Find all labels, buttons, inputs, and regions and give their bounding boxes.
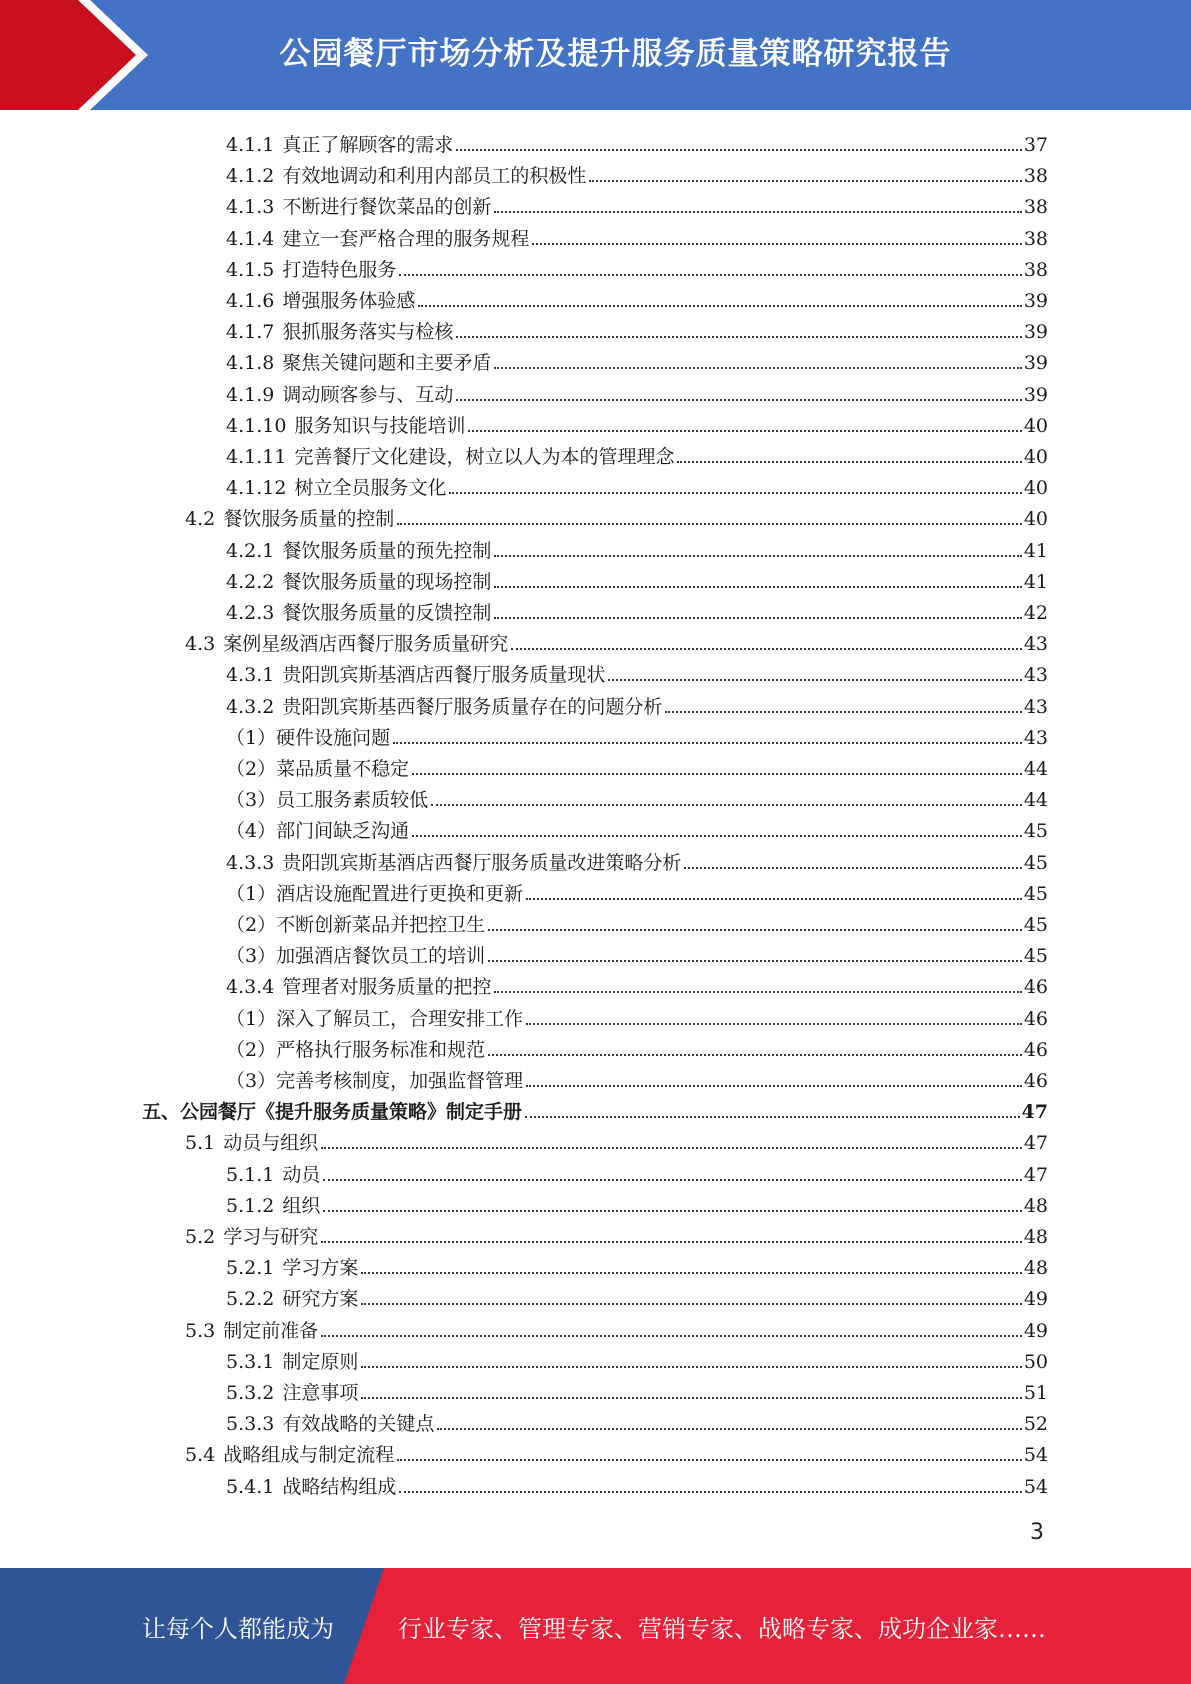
toc-entry-title: （3）加强酒店餐饮员工的培训 [226, 945, 486, 968]
toc-entry-number: 4.1.5 [226, 258, 275, 281]
toc-entry-number: 5.1.1 [226, 1163, 275, 1186]
page-header [0, 0, 1191, 110]
toc-entry-number: 5.3.2 [226, 1382, 275, 1404]
toc-dot-leader [397, 522, 1022, 525]
toc-entry-title: 制定前准备 [223, 1319, 319, 1342]
toc-entry[interactable] [226, 1030, 1048, 1061]
toc-dot-leader [589, 179, 1021, 182]
toc-entry-number: 4.1.11 [226, 446, 287, 468]
toc-entry-title: 聚焦关键问题和主要矛盾 [282, 352, 492, 375]
toc-entry-page: 39 [1023, 290, 1048, 312]
toc-dot-leader [608, 678, 1021, 681]
toc-entry[interactable] [226, 156, 1048, 187]
toc-entry-title: 贵阳凯宾斯基酒店西餐厅服务质量改进策略分析 [282, 851, 682, 874]
toc-entry-page: 44 [1023, 789, 1048, 812]
page-number: 3 [1030, 1520, 1044, 1545]
toc-entry-page: 38 [1023, 196, 1048, 219]
toc-entry-title: （1）硬件设施问题 [226, 726, 391, 749]
toc-entry-title: 不断进行餐饮菜品的创新 [282, 196, 492, 219]
toc-entry-title: 组织 [282, 1194, 321, 1217]
toc-entry-number: 4.3.3 [226, 851, 275, 874]
toc-entry[interactable] [226, 1467, 1048, 1498]
toc-entry-title: （4）部门间缺乏沟通 [226, 820, 410, 843]
toc-dot-leader [437, 1427, 1021, 1430]
toc-entry[interactable] [185, 1435, 1048, 1466]
toc-entry[interactable] [226, 718, 1048, 749]
toc-dot-leader [399, 1490, 1021, 1493]
toc-dot-leader [431, 803, 1022, 806]
toc-dot-leader [393, 741, 1022, 744]
toc-entry-page: 43 [1023, 633, 1048, 656]
toc-entry-page: 37 [1023, 134, 1048, 156]
toc-entry-page: 45 [1023, 914, 1048, 936]
toc-entry[interactable] [226, 562, 1048, 593]
toc-entry-number: 4.2 [185, 508, 216, 531]
toc-entry-page: 39 [1023, 352, 1048, 375]
toc-entry-title: 服务知识与技能培训 [294, 414, 466, 437]
toc-entry[interactable] [226, 1342, 1048, 1373]
toc-entry-title: 注意事项 [282, 1382, 359, 1404]
toc-entry-number: 4.2.1 [226, 539, 275, 562]
toc-dot-leader [418, 304, 1021, 307]
toc-entry-page: 54 [1023, 1475, 1048, 1498]
toc-entry-number: 5.3.3 [226, 1413, 275, 1436]
toc-entry-title: 餐饮服务质量的控制 [223, 508, 395, 531]
toc-entry-title: 制定原则 [282, 1350, 359, 1373]
toc-entry-title: （2）不断创新菜品并把控卫生 [226, 914, 486, 936]
toc-entry-number: 5.4 [185, 1444, 216, 1467]
toc-entry-title: （3）完善考核制度，加强监督管理 [226, 1070, 524, 1092]
report-title: 公园餐厅市场分析及提升服务质量策略研究报告 [279, 35, 952, 72]
toc-entry-number: 4.3.2 [226, 695, 275, 718]
toc-entry-number: 4.1.6 [226, 290, 275, 312]
toc-entry-page: 40 [1023, 477, 1048, 500]
toc-dot-leader [449, 491, 1021, 494]
toc-entry[interactable] [226, 1279, 1048, 1310]
toc-dot-leader [526, 1084, 1022, 1087]
toc-entry-page: 41 [1023, 570, 1048, 593]
toc-entry-page: 48 [1023, 1257, 1048, 1280]
toc-entry-title: 研究方案 [282, 1288, 359, 1311]
toc-entry-number: 5.1.2 [226, 1194, 275, 1217]
toc-entry-page: 43 [1023, 664, 1048, 687]
toc-entry[interactable] [226, 1155, 1048, 1186]
toc-dot-leader [532, 242, 1021, 245]
toc-entry-title: 调动顾客参与、互动 [282, 383, 454, 406]
toc-entry[interactable] [226, 1373, 1048, 1404]
toc-entry-page: 43 [1023, 726, 1048, 749]
toc-entry-title: 案例星级酒店西餐厅服务质量研究 [223, 633, 509, 656]
toc-entry-title: （2）严格执行服务标准和规范 [226, 1038, 486, 1061]
toc-entry-title: 打造特色服务 [282, 258, 397, 281]
toc-entry-number: 5.4.1 [226, 1475, 275, 1498]
toc-entry[interactable] [142, 1092, 1048, 1123]
toc-entry-page: 44 [1023, 758, 1048, 780]
toc-entry-page: 47 [1023, 1132, 1048, 1155]
toc-entry-title: （1）酒店设施配置进行更换和更新 [226, 882, 524, 905]
toc-dot-leader [526, 897, 1022, 900]
toc-entry-number: 4.1.1 [226, 134, 275, 156]
toc-entry-number: 5.2 [185, 1226, 216, 1248]
toc-entry-title: 狠抓服务落实与检核 [282, 321, 454, 344]
toc-dot-leader [321, 1146, 1022, 1149]
toc-dot-leader [361, 1271, 1021, 1274]
toc-entry-title: 贵阳凯宾斯基酒店西餐厅服务质量现状 [282, 664, 606, 687]
toc-entry-number: 4.2.2 [226, 570, 275, 593]
toc-entry-page: 38 [1023, 258, 1048, 281]
toc-dot-leader [399, 273, 1021, 276]
toc-dot-leader [684, 866, 1021, 869]
toc-dot-leader [323, 1209, 1021, 1212]
toc-entry[interactable] [226, 250, 1048, 281]
toc-dot-leader [361, 1302, 1021, 1305]
toc-entry-page: 47 [1021, 1101, 1048, 1124]
toc-entry[interactable] [226, 843, 1048, 874]
toc-dot-leader [494, 366, 1021, 369]
toc-entry-page: 50 [1023, 1350, 1048, 1373]
toc-entry[interactable] [185, 1123, 1048, 1154]
toc-entry-page: 38 [1023, 227, 1048, 250]
toc-entry-page: 40 [1023, 446, 1048, 468]
toc-entry-page: 40 [1023, 414, 1048, 437]
toc-entry-title: 有效战略的关键点 [282, 1413, 435, 1436]
toc-dot-leader [412, 772, 1022, 775]
toc-entry[interactable] [226, 312, 1048, 343]
toc-dot-leader [494, 616, 1021, 619]
toc-entry[interactable] [226, 1186, 1048, 1217]
toc-entry-title: （3）员工服务素质较低 [226, 789, 429, 812]
page-footer [0, 1568, 1191, 1684]
toc-entry-number: 4.2.3 [226, 602, 275, 624]
toc-entry[interactable] [226, 1061, 1048, 1092]
toc-dot-leader [456, 398, 1021, 401]
toc-entry-number: 4.3 [185, 633, 216, 656]
toc-dot-leader [456, 148, 1021, 151]
toc-dot-leader [494, 990, 1021, 993]
toc-dot-leader [494, 554, 1021, 557]
toc-entry-page: 45 [1023, 820, 1048, 843]
toc-entry-title: 餐饮服务质量的预先控制 [282, 539, 492, 562]
toc-dot-leader [468, 429, 1021, 432]
toc-entry[interactable] [226, 811, 1048, 842]
toc-entry-page: 40 [1023, 508, 1048, 531]
toc-entry-title: 有效地调动和利用内部员工的积极性 [282, 165, 587, 188]
toc-entry-title: 五、公园餐厅《提升服务质量策略》制定手册 [142, 1101, 523, 1124]
toc-dot-leader [412, 834, 1022, 837]
toc-entry[interactable] [226, 531, 1048, 562]
toc-entry[interactable] [226, 1404, 1048, 1435]
toc-entry-page: 54 [1023, 1444, 1048, 1467]
toc-entry[interactable] [226, 187, 1048, 218]
toc-entry[interactable] [226, 468, 1048, 499]
toc-dot-leader [323, 1178, 1021, 1181]
toc-entry[interactable] [226, 874, 1048, 905]
toc-entry-title: 餐饮服务质量的反馈控制 [282, 602, 492, 624]
toc-entry[interactable] [226, 905, 1048, 936]
toc-entry[interactable] [226, 936, 1048, 967]
toc-dot-leader [488, 928, 1022, 931]
toc-entry-page: 38 [1023, 165, 1048, 188]
footer-slogan-left: 让每个人都能成为 [142, 1614, 334, 1643]
toc-entry[interactable] [226, 967, 1048, 998]
toc-dot-leader [526, 1022, 1022, 1025]
toc-dot-leader [361, 1396, 1021, 1399]
toc-entry[interactable] [185, 499, 1048, 530]
toc-entry[interactable] [226, 125, 1048, 156]
toc-entry-title: （1）深入了解员工，合理安排工作 [226, 1007, 524, 1030]
toc-entry[interactable] [226, 1248, 1048, 1279]
toc-entry-title: 管理者对服务质量的把控 [282, 976, 492, 999]
toc-dot-leader [321, 1334, 1022, 1337]
toc-dot-leader [488, 959, 1022, 962]
footer-slogan-right: 行业专家、管理专家、营销专家、战略专家、成功企业家…… [398, 1614, 1046, 1643]
toc-entry[interactable] [226, 749, 1048, 780]
toc-entry-number: 4.1.9 [226, 383, 275, 406]
toc-entry-title: 学习方案 [282, 1257, 359, 1280]
toc-dot-leader [456, 335, 1021, 338]
toc-dot-leader [488, 1053, 1022, 1056]
toc-entry-page: 48 [1023, 1194, 1048, 1217]
toc-entry-title: 贵阳凯宾斯基西餐厅服务质量存在的问题分析 [282, 695, 663, 718]
toc-entry-page: 45 [1023, 882, 1048, 905]
toc-entry-number: 5.2.2 [226, 1288, 275, 1311]
toc-entry-number: 4.1.2 [226, 165, 275, 188]
toc-dot-leader [511, 647, 1022, 650]
toc-entry-title: 餐饮服务质量的现场控制 [282, 570, 492, 593]
toc-entry[interactable] [226, 655, 1048, 686]
toc-entry-title: 战略结构组成 [282, 1475, 397, 1498]
toc-entry-number: 4.3.1 [226, 664, 275, 687]
toc-entry-number: 5.2.1 [226, 1257, 275, 1280]
toc-entry-number: 4.1.10 [226, 414, 287, 437]
toc-entry-number: 4.1.7 [226, 321, 275, 344]
toc-entry[interactable] [226, 437, 1048, 468]
toc-entry[interactable] [226, 406, 1048, 437]
toc-entry-page: 46 [1023, 976, 1048, 999]
toc-entry-page: 52 [1023, 1413, 1048, 1436]
toc-entry-number: 4.1.12 [226, 477, 287, 500]
toc-entry-page: 49 [1023, 1288, 1048, 1311]
toc-entry-page: 46 [1023, 1038, 1048, 1061]
toc-entry[interactable] [185, 1311, 1048, 1342]
toc-entry-page: 43 [1023, 695, 1048, 718]
toc-entry-number: 4.1.4 [226, 227, 275, 250]
toc-entry-number: 5.3.1 [226, 1350, 275, 1373]
toc-entry-title: 动员 [282, 1163, 321, 1186]
toc-entry-page: 46 [1023, 1070, 1048, 1092]
toc-entry-page: 39 [1023, 383, 1048, 406]
toc-dot-leader [677, 460, 1021, 463]
toc-entry[interactable] [226, 343, 1048, 374]
toc-entry-page: 51 [1023, 1382, 1048, 1404]
toc-entry-title: 完善餐厅文化建设，树立以人为本的管理理念 [294, 446, 675, 468]
toc-entry-page: 45 [1023, 945, 1048, 968]
toc-entry-page: 45 [1023, 851, 1048, 874]
toc-entry-title: 树立全员服务文化 [294, 477, 447, 500]
toc-entry-title: 增强服务体验感 [282, 290, 416, 312]
toc-entry-page: 41 [1023, 539, 1048, 562]
toc-entry[interactable] [226, 687, 1048, 718]
toc-entry[interactable] [226, 780, 1048, 811]
toc-entry-title: 战略组成与制定流程 [223, 1444, 395, 1467]
toc-dot-leader [397, 1458, 1022, 1461]
toc-dot-leader [494, 585, 1021, 588]
toc-entry[interactable] [185, 624, 1048, 655]
toc-entry-page: 49 [1023, 1319, 1048, 1342]
toc-entry-title: 真正了解顾客的需求 [282, 134, 454, 156]
toc-entry-page: 46 [1023, 1007, 1048, 1030]
toc-entry-title: 学习与研究 [223, 1226, 319, 1248]
toc-entry-number: 4.3.4 [226, 976, 275, 999]
toc-entry-number: 4.1.8 [226, 352, 275, 375]
toc-entry-page: 48 [1023, 1226, 1048, 1248]
toc-entry-title: 建立一套严格合理的服务规程 [282, 227, 530, 250]
toc-entry-title: （2）菜品质量不稳定 [226, 758, 410, 780]
toc-entry-page: 42 [1023, 602, 1048, 624]
toc-entry[interactable] [226, 375, 1048, 406]
toc-entry-title: 动员与组织 [223, 1132, 319, 1155]
toc-entry-number: 5.3 [185, 1319, 216, 1342]
toc-dot-leader [321, 1240, 1022, 1243]
toc-entry[interactable] [185, 1217, 1048, 1248]
toc-dot-leader [525, 1115, 1020, 1118]
toc-entry-page: 39 [1023, 321, 1048, 344]
toc-entry-number: 5.1 [185, 1132, 216, 1155]
toc-entry[interactable] [226, 593, 1048, 624]
toc-entry-number: 4.1.3 [226, 196, 275, 219]
toc-entry-page: 47 [1023, 1163, 1048, 1186]
toc-entry[interactable] [226, 219, 1048, 250]
toc-dot-leader [361, 1365, 1021, 1368]
toc-dot-leader [665, 710, 1021, 713]
toc-entry[interactable] [226, 999, 1048, 1030]
toc-dot-leader [494, 210, 1021, 213]
toc-entry[interactable] [226, 281, 1048, 312]
